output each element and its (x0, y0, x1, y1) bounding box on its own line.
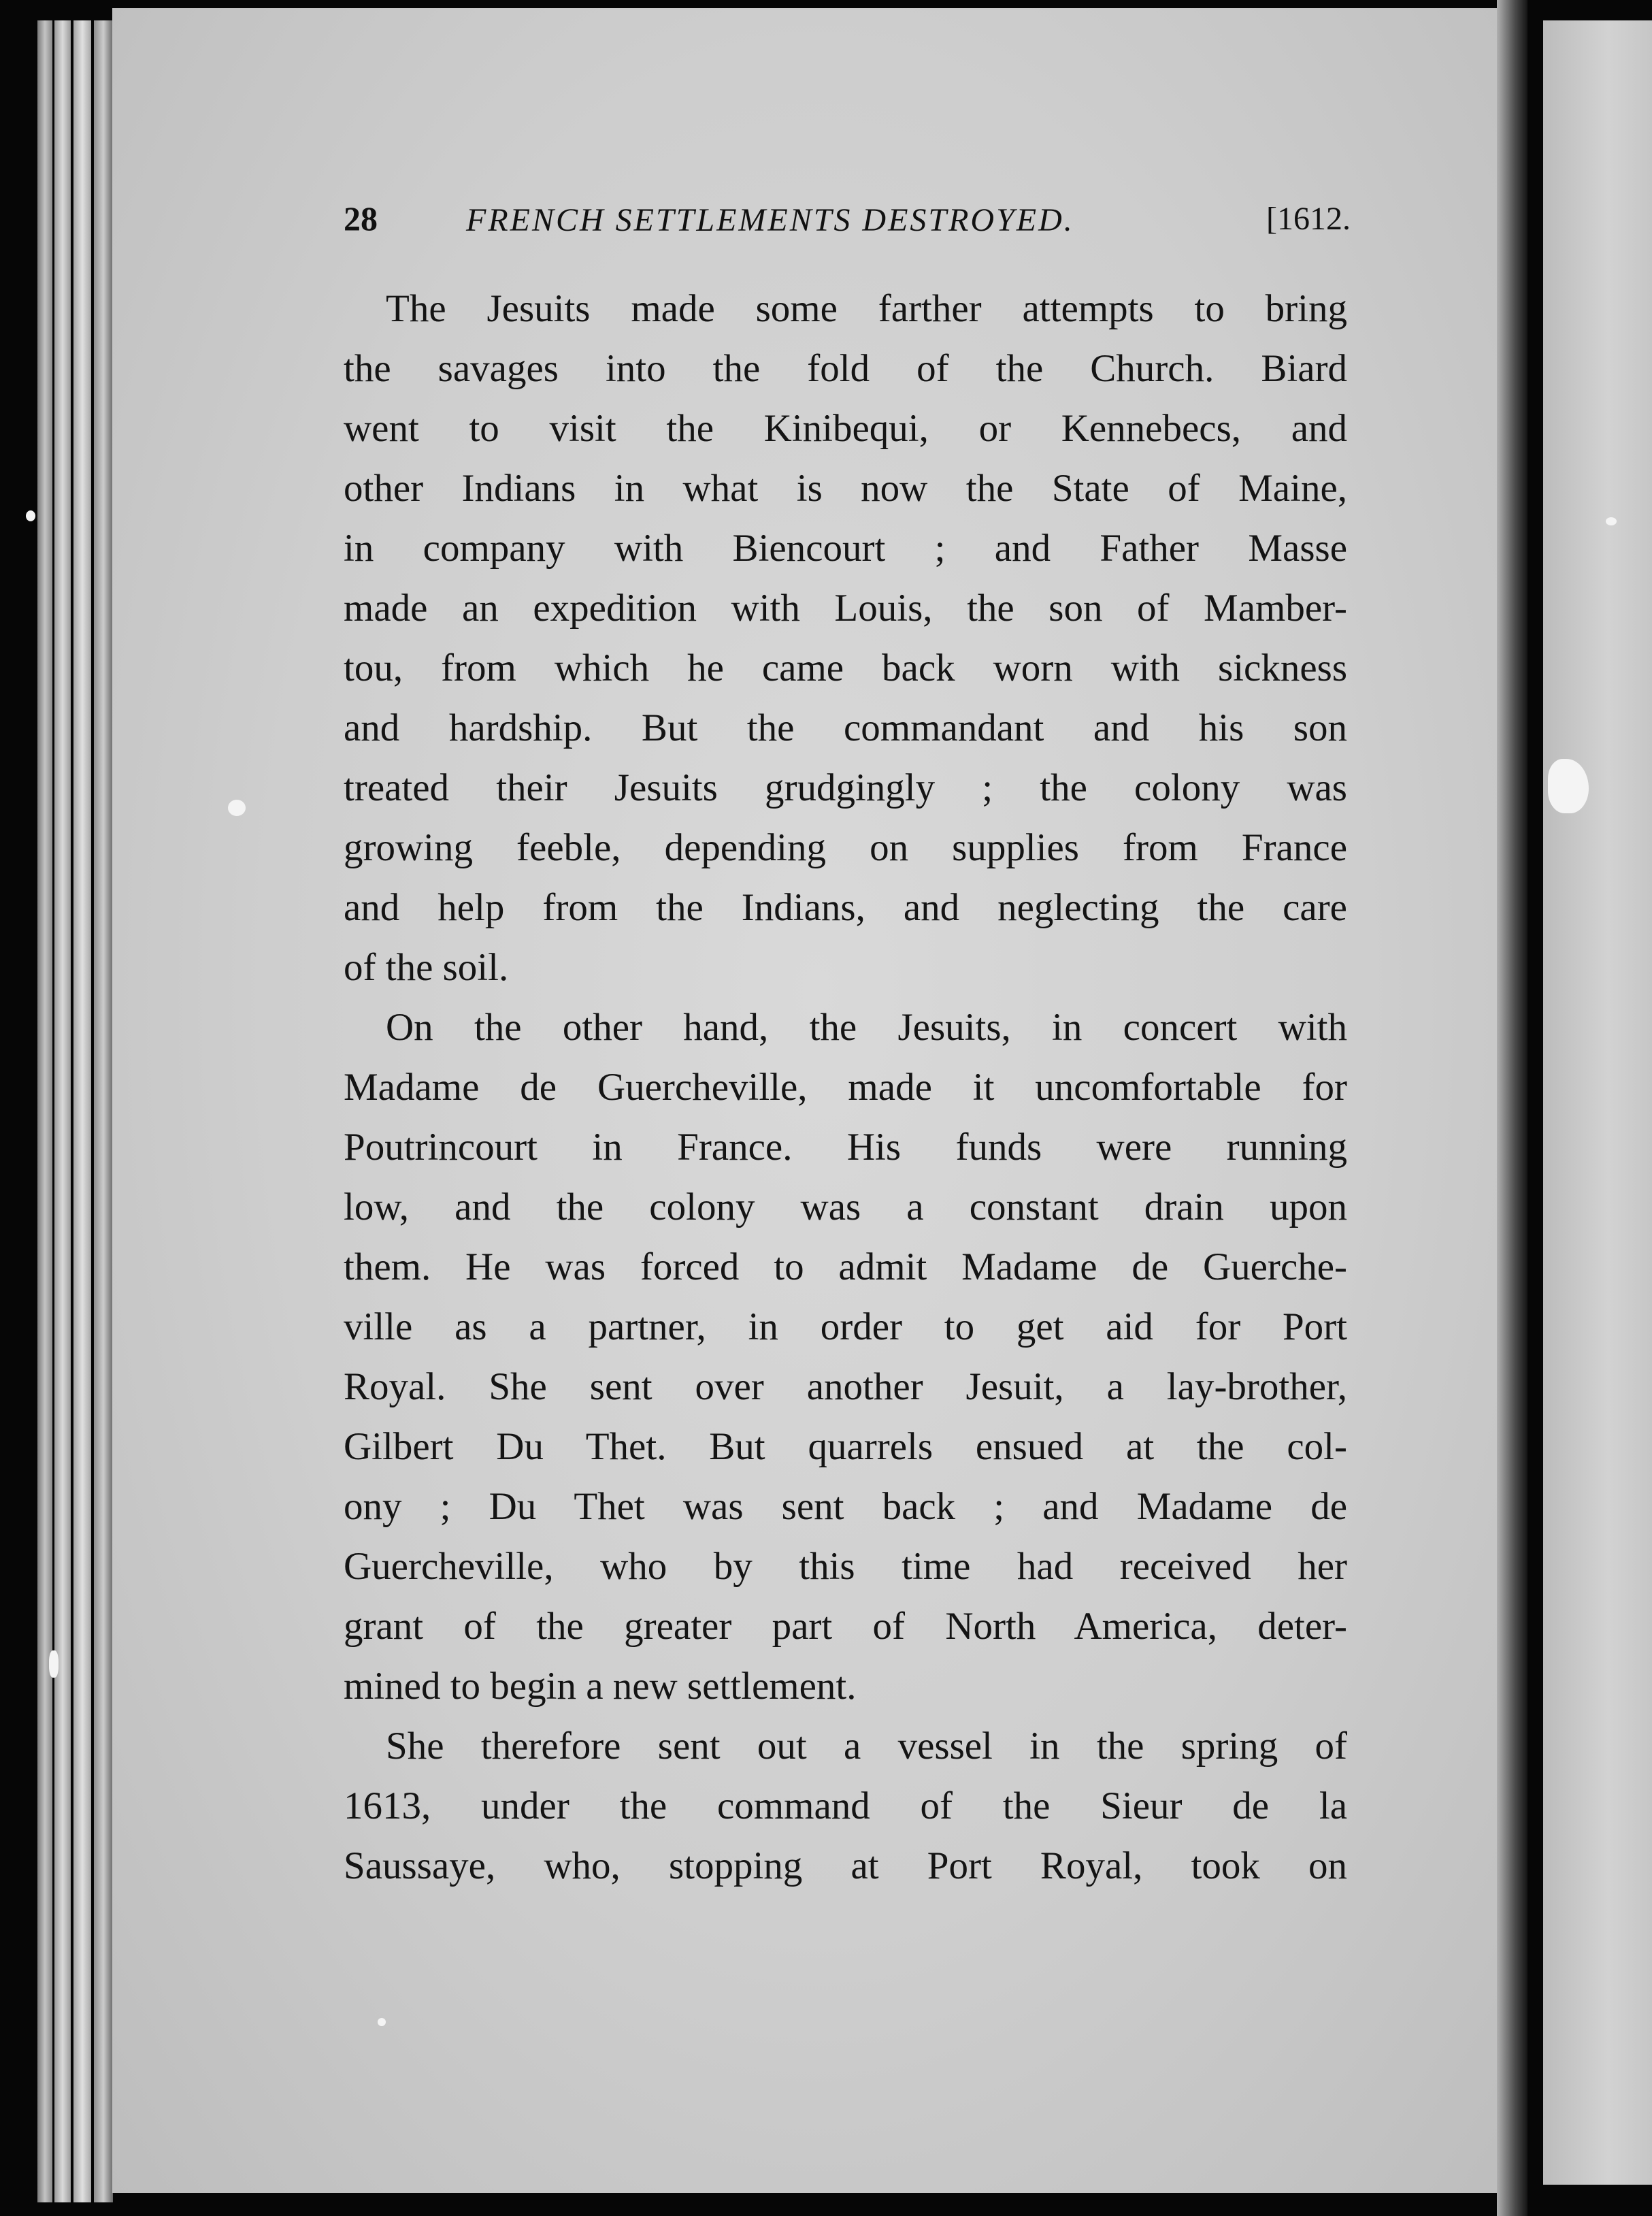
text-line: On the other hand, the Jesuits, in concert with (386, 1006, 1347, 1049)
text-line: grant of the greater part of North America, deter- (344, 1605, 1347, 1648)
text-line: went to visit the Kinibequi, or Kennebecs, and (344, 407, 1347, 450)
text-line: made an expedition with Louis, the son of Mamber- (344, 587, 1347, 630)
text-line: Poutrincourt in France. His funds were running (344, 1126, 1347, 1169)
text-line: the savages into the fold of the Church. Biard (344, 347, 1347, 390)
text-line: tou, from which he came back worn with sickness (344, 647, 1347, 689)
text-line: and help from the Indians, and neglecting the care (344, 886, 1347, 929)
page-edge (54, 20, 71, 2202)
running-head (344, 199, 1351, 246)
text-line: in company with Biencourt ; and Father Masse (344, 527, 1347, 570)
body-text (344, 279, 1347, 1896)
page-edge (73, 20, 91, 2202)
scan-speck (1606, 517, 1617, 525)
text-line: and hardship. But the commandant and his son (344, 706, 1347, 749)
text-line: of the soil. (344, 946, 509, 989)
text-line: Royal. She sent over another Jesuit, a lay-brother, (344, 1365, 1347, 1408)
text-line: growing feeble, depending on supplies from France (344, 826, 1347, 869)
text-line: other Indians in what is now the State of Maine, (344, 467, 1347, 510)
text-line: mined to begin a new settlement. (344, 1665, 857, 1708)
running-head-title: FRENCH SETTLEMENTS DESTROYED. (466, 202, 1074, 238)
text-line: She therefore sent out a vessel in the spring of (386, 1725, 1347, 1767)
text-line: low, and the colony was a constant drain upon (344, 1186, 1347, 1228)
page-number: 28 (344, 199, 378, 238)
text-line: Madame de Guercheville, made it uncomfortable for (344, 1066, 1347, 1109)
text-line: ony ; Du Thet was sent back ; and Madame de (344, 1485, 1347, 1528)
text-line: Gilbert Du Thet. But quarrels ensued at the col- (344, 1425, 1347, 1468)
book-gutter-shadow (1497, 0, 1527, 2216)
page-edge (37, 20, 52, 2202)
scan-speck (26, 510, 35, 521)
text-line: treated their Jesuits grudgingly ; the colony was (344, 766, 1347, 809)
text-line: ville as a partner, in order to get aid for Port (344, 1305, 1347, 1348)
page-edge (94, 20, 113, 2202)
text-line: Saussaye, who, stopping at Port Royal, took on (344, 1844, 1347, 1887)
text-line: them. He was forced to admit Madame de Guerche- (344, 1245, 1347, 1288)
text-line: 1613, under the command of the Sieur de la (344, 1785, 1347, 1827)
facing-page-edge (1543, 20, 1652, 2185)
text-line: Guercheville, who by this time had received her (344, 1545, 1347, 1588)
text-line: The Jesuits made some farther attempts to bring (386, 287, 1347, 330)
scan-speck (378, 2018, 386, 2026)
scan-speck (228, 800, 246, 816)
scan-speck (49, 1650, 59, 1678)
running-head-year: [1612. (1266, 201, 1351, 237)
